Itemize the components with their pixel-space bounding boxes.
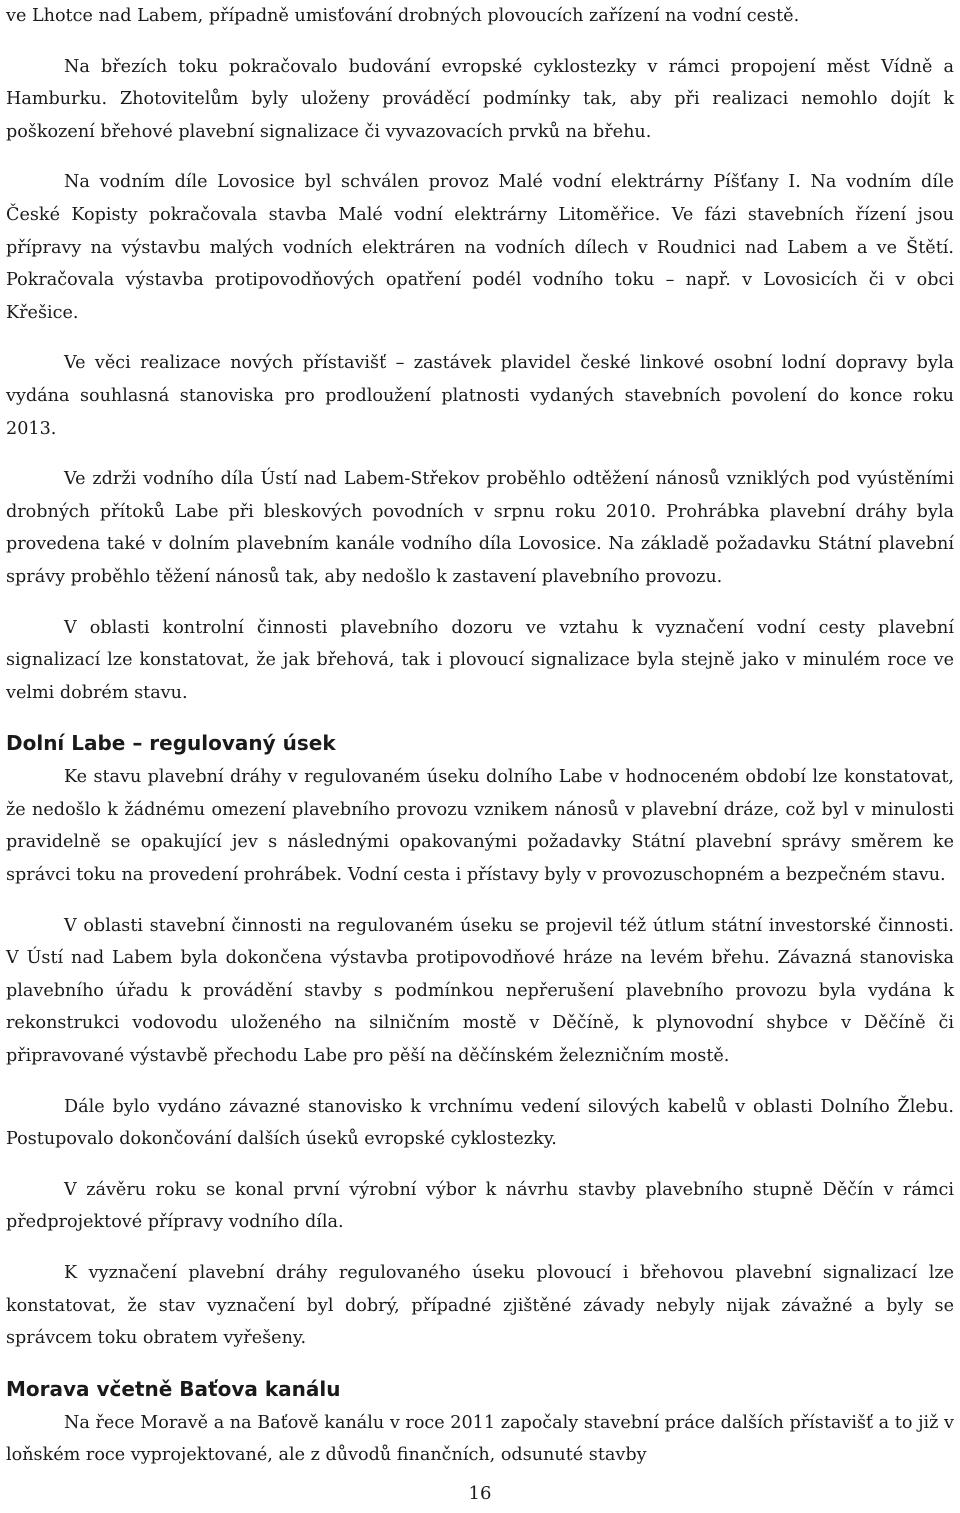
paragraph: Na vodním díle Lovosice byl schválen provoz Malé vodní elektrárny Píšťany I. Na vodním díle České Kopisty pokračovala stavba Malé vodní elektrárny Litoměřice. Ve fázi stavebních řízení jsou přípravy na výstavbu malých vodních elektráren na vodních dílech v Roudnici nad Labem a ve Štětí. Pokračovala výstavba protipovodňových opatření podél vodního toku – např. v Lovosicích či v obci Křešice. (6, 172, 954, 323)
paragraph: Ke stavu plavební dráhy v regulovaném úseku dolního Labe v hodnoceném období lze konstatovat, že nedošlo k žádnému omezení plavebního provozu vznikem nánosů v plavební dráze, což byl v minulosti pravidelně se opakující jev s následnými opakovanými požadavky Státní plavební správy směrem ke správci toku na provedení prohrábek. Vodní cesta i přístavy byly v provozuschopném a bezpečném stavu. (6, 767, 954, 886)
page-number: 16 (468, 1483, 492, 1504)
paragraph: V oblasti stavební činnosti na regulovaném úseku se projevil též útlum státní investorské činnosti. V Ústí nad Labem byla dokončena výstavba protipovodňové hráze na levém břehu. Závazná stanoviska plavebního úřadu k provádění stavby s podmínkou nepřerušení plavebního provozu byla vydána k rekonstrukci vodovodu uloženého na silničním mostě v Děčíně, k plynovodní shybce v Děčíně či připravované výstavbě přechodu Labe pro pěší na děčínském železničním mostě. (6, 915, 954, 1067)
paragraph: Dále bylo vydáno závazné stanovisko k vrchnímu vedení silových kabelů v oblasti Dolního Žlebu. Postupovalo dokončování dalších úseků evropské cyklostezky. (6, 1096, 954, 1150)
paragraph: Na řece Moravě a na Baťově kanálu v roce 2011 započaly stavební práce dalších přístavišť a to již v loňském roce vyprojektované, ale z důvodů finančních, odsunuté stavby (6, 1412, 954, 1466)
paragraph: Na březích toku pokračovalo budování evropské cyklostezky v rámci propojení měst Vídně a Hamburku. Zhotovitelům byly uloženy prováděcí podmínky tak, aby při realizaci nemohlo dojít k poškození břehové plavební signalizace či vyvazovacích prvků na břehu. (6, 56, 954, 142)
section-heading-dolni-labe: Dolní Labe – regulovaný úsek (6, 731, 336, 756)
paragraph: Ve věci realizace nových přístavišť – zastávek plavidel české linkové osobní lodní dopravy byla vydána souhlasná stanoviska pro prodloužení platnosti vydaných stavebních povolení do konce roku 2013. (6, 353, 954, 439)
paragraph: ve Lhotce nad Labem, případně umisťování drobných plovoucích zařízení na vodní cestě. (6, 6, 800, 26)
section-heading-morava: Morava včetně Baťova kanálu (6, 1376, 341, 1401)
paragraph: Ve zdrži vodního díla Ústí nad Labem-Střekov proběhlo odtěžení nánosů vzniklých pod vyústěními drobných přítoků Labe při bleskových povodních v srpnu roku 2010. Prohrábka plavební dráhy byla provedena také v dolním plavebním kanále vodního díla Lovosice. Na základě požadavku Státní plavební správy proběhlo těžení nánosů tak, aby nedošlo k zastavení plavebního provozu. (6, 469, 954, 587)
paragraph: V závěru roku se konal první výrobní výbor k návrhu stavby plavebního stupně Děčín v rámci předprojektové přípravy vodního díla. (6, 1179, 954, 1233)
paragraph: K vyznačení plavební dráhy regulovaného úseku plovoucí i břehovou plavební signalizací lze konstatovat, že stav vyznačení byl dobrý, případné zjištěné závady nebyly nijak závažné a byly se správcem toku obratem vyřešeny. (6, 1263, 954, 1349)
paragraph: V oblasti kontrolní činnosti plavebního dozoru ve vztahu k vyznačení vodní cesty plavební signalizací lze konstatovat, že jak břehová, tak i plovoucí signalizace byla stejně jako v minulém roce ve velmi dobrém stavu. (6, 617, 954, 703)
document-page (6, 0, 954, 1490)
